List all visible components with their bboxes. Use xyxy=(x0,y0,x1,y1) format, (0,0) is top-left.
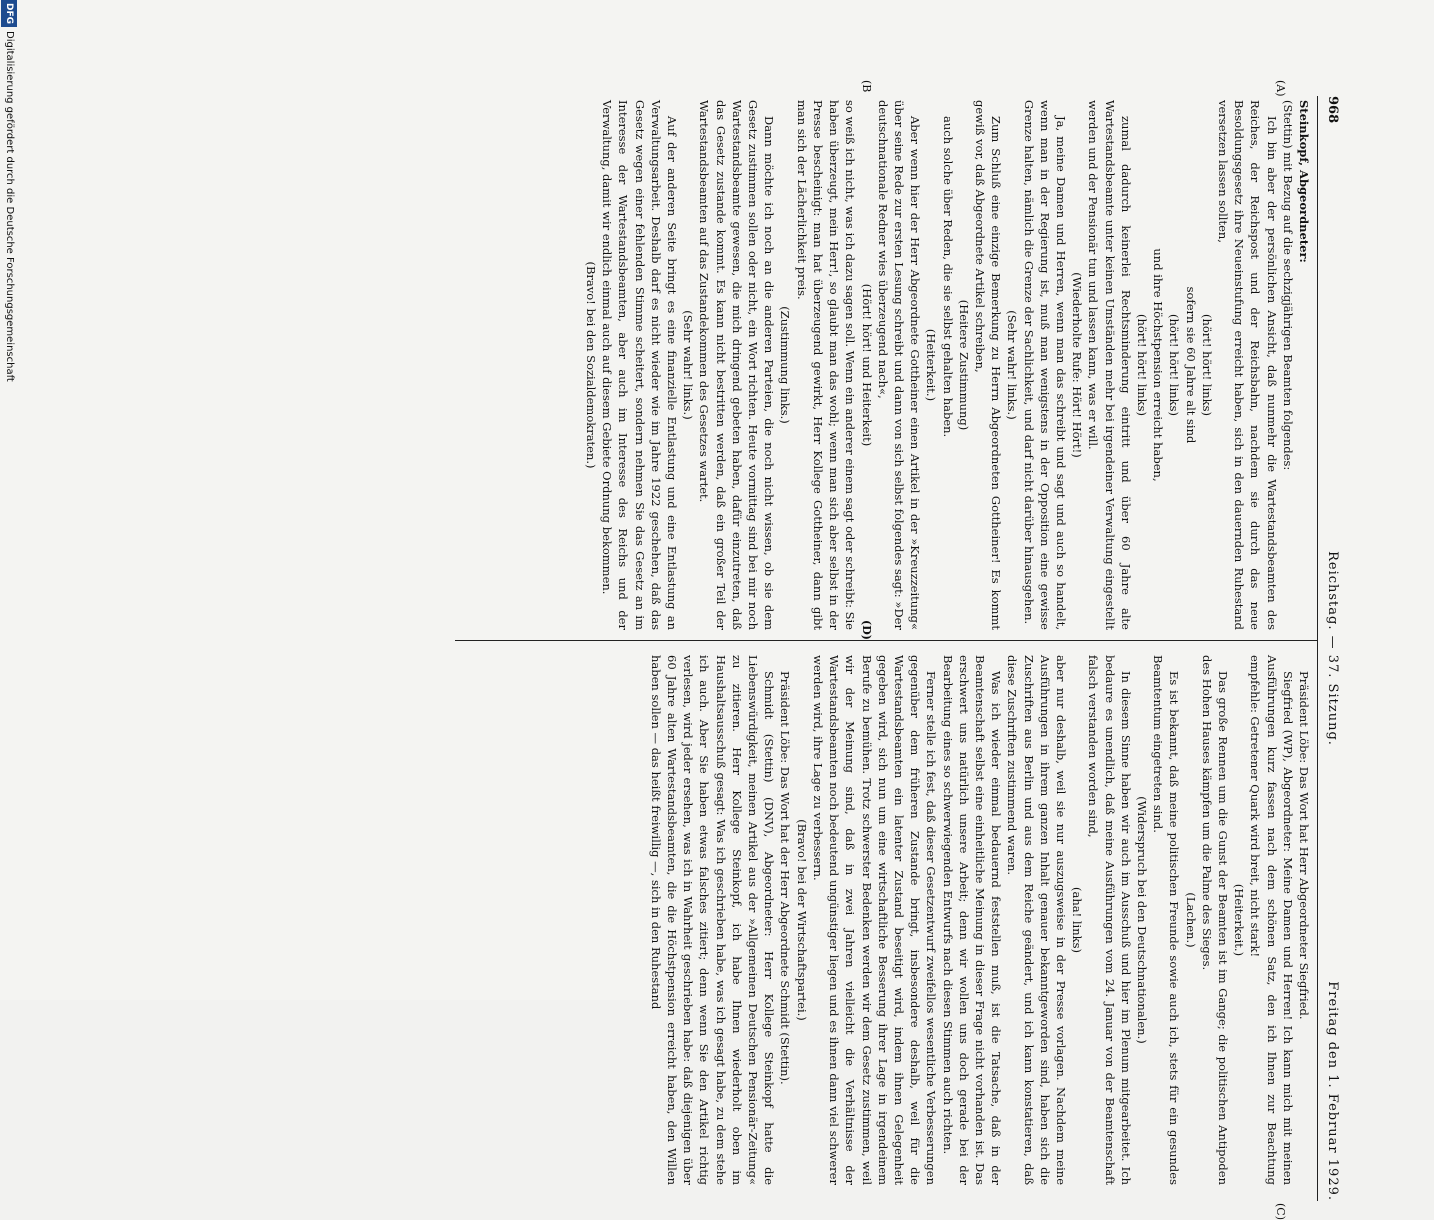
speaker-paragraph: Präsident Löbe: Das Wort hat Herr Abgeordneter Siegfried. xyxy=(1297,671,1311,1020)
header-rule xyxy=(1317,96,1318,1201)
interjection: (Hört! hört! und Heiterkeit) xyxy=(859,283,874,447)
paragraph: zumal dadurch keinerlei Rechtsminderung eintritt und über 60 Jahre alte Wartestandsbeamte unter keinen Umständen mehr bei irgendeiner Verwaltung eingestellt werden und der Pensionär tun und lassen kann, was er will. xyxy=(1086,100,1133,630)
paragraph: auch solche über Reden, die sie selbst gehalten haben. xyxy=(940,116,955,438)
interjection: (Wiederholte Rufe: Hört! Hört!) xyxy=(1070,272,1085,458)
interjection: (Zustimmung links.) xyxy=(778,306,793,424)
interjection: (Heitere Zustimmung) xyxy=(956,299,971,431)
paragraph: Ferner stelle ich fest, daß dieser Gesetzentwurf zweifellos wesentliche Verbesserungen gegenüber dem früheren Zustande bringt, insbesondere deshalb, weil für die Wartestandsbeamten ein latenter Zustand beseitigt wird, indem ihnen Gelegenheit gegeben wird, sich nun um eine wirtschaftliche Besserung ihrer Lage in irgendeinem Berufe zu bemühen. Trotz schwerster Bedenken werden wir dem Gesetz zustimmen, weil wir der Meinung sind, daß in zwei Jahren vielleicht die Verhältnisse der Wartestandsbeamten noch bedeutend ungünstiger liegen und es ihnen dann viel schwerer werden wird, ihre Lage zu verbessern. xyxy=(810,655,939,1185)
margin-marker-b: (B xyxy=(860,80,873,93)
speaker-line: Steinkopf, Abgeordneter: xyxy=(1297,100,1311,263)
header-date: Freitag den 1. Februar 1929. xyxy=(1325,981,1340,1201)
page-header xyxy=(1320,96,1340,1201)
paragraph: Es ist bekannt, daß meine politischen Freunde sowie auch ich, stets für ein gesundes Beamtentum eingetreten sind. xyxy=(1151,655,1182,1185)
interjection: (Heiterkeit.) xyxy=(924,328,939,402)
paragraph: Auf der anderen Seite bringt es eine finanzielle Entlastung und eine Entlastung an Verwaltungsarbeit. Deshalb darf es nicht wieder wie im Jahre 1922 geschehen, daß das Gesetz wegen einer fehlenden Stimme scheitert, sondern nehmen Sie das Gesetz an im Interesse der Wartestandsbeamten, aber auch im Interesse des Reichs und der Verwaltung, damit wir endlich einmal auch auf diesem Gebiete Ordnung bekommen. xyxy=(600,100,680,630)
speaker-paragraph: Siegfried (WP), Abgeordneter: Meine Damen und Herren! Ich kann mich mit meinen Ausführungen kurz fassen nach dem schönen Satz, den ich Ihnen zur Beachtung empfehle: Getretener Quark wird breit, nicht stark! xyxy=(1248,655,1295,1185)
interjection: (hört! hört! links) xyxy=(1199,313,1214,417)
paragraph: und ihre Höchstpension erreicht haben, xyxy=(1151,248,1166,482)
margin-marker-d: (D) xyxy=(860,620,873,640)
paragraph: Was ich wieder einmal bedauernd feststellen muß, ist die Tatsache, daß in der Beamtenschaft selbst eine einheitliche Meinung in dieser Frage nicht vorhanden ist. Das erschwert uns natürlich unsere Arbeit; denn wir wollen uns doch gerade bei der Bearbeitung eines so schwerwiegenden Entwurfs nach diesen Stimmen auch richten. xyxy=(940,655,1004,1185)
paragraph: Zum Schluß eine einzige Bemerkung zu Herrn Abgeordneten Gottheiner! Es kommt gewiß vor, daß Abgeordnete Artikel schreiben, xyxy=(972,100,1004,630)
paragraph: Ich bin aber der persönlichen Ansicht, daß nunmehr die Wartestandsbeamten des Reiches, der Reichspost und der Reichsbahn, nachdem sie durch das neue Besoldungsgesetz ihre Neueinstufung erreicht haben, sich in den dauernden Ruhestand versetzen lassen sollten, xyxy=(1215,100,1279,630)
paragraph: Aber wenn hier der Herr Abgeordnete Gottheiner einen Artikel in der »Kreuzzeitung« über seine Rede zur ersten Lesung schreibt und dann von sich selbst folgendes sagt: »Der deutschnationale Redner wies überzeugend nach«, xyxy=(875,100,923,630)
page-number: 968 xyxy=(1325,96,1340,124)
text-column-right xyxy=(648,655,1312,1185)
interjection: (Bravo! bei der Wirtschaftspartei.) xyxy=(794,819,809,1021)
paragraph: so weiß ich nicht, was ich dazu sagen soll. Wenn ein anderer einem sagt oder schreibt: Sie haben überzeugt, mein Herr!, so glaubt man das wohl; wenn man sich aber selbst in der Presse bescheinigt: man hat überzeugend gewirkt, Herr Kollege Gottheiner, dann gibt man sich der Lächerlichkeit preis. xyxy=(794,100,858,630)
interjection: (Heiterkeit.) xyxy=(1232,883,1247,957)
interjection: (Sehr wahr! links.) xyxy=(681,310,696,420)
interjection: (Sehr wahr! links.) xyxy=(1005,310,1020,420)
paragraph: Das große Rennen um die Gunst der Beamten ist im Gange; die politischen Antipoden des Hohen Hauses kämpfen um die Palme des Sieges. xyxy=(1199,655,1230,1185)
interjection: (aha! links) xyxy=(1070,886,1085,953)
paragraph: sofern sie 60 Jahre alt sind xyxy=(1183,286,1198,444)
paragraph: Ja, meine Damen und Herren, wenn man das schreibt und sagt und auch so handelt, wenn man in der Regierung ist, muß man wenigstens in der Opposition eine gewisse Grenze halten, nämlich die Grenze der Sachlichkeit, und darf nicht darüber hinausgehen. xyxy=(1021,100,1068,630)
digitization-footer xyxy=(1,0,17,1000)
paragraph: (Stettin) mit Bezug auf die sechzigjährigen Beamten folgendes: xyxy=(1280,100,1295,471)
header-title: Reichstag. — 37. Sitzung. xyxy=(1325,551,1340,746)
margin-marker-a: (A) xyxy=(1274,80,1287,97)
speaker-paragraph: Schmidt (Stettin) (DNV), Abgeordneter: Herr Kollege Steinkopf hatte die Liebenswürdigkeit, meinen Artikel aus der »Allgemeinen Deutschen Pensionär-Zeitung« zu zitieren. Herr Kollege Steinkopf, ich habe Ihnen wiederholt oben im Haushaltsausschuß gesagt: Was ich geschrieben habe, was ich gesagt habe, zu dem stehe ich auch. Aber Sie haben etwas falsches zitiert; denn wenn Sie den Artikel richtig verlesen, wird jeder ersehen, was ich in Wahrheit geschrieben habe: daß diejenigen über 60 Jahre alten Wartestandsbeamten, die die Höchstpension erreicht haben, den Willen haben sollen — das heißt freiwillig —, sich in den Ruhestand xyxy=(648,655,777,1185)
margin-marker-c: (C) xyxy=(1274,1203,1287,1220)
interjection: (Bravo! bei den Sozialdemokraten.) xyxy=(584,261,599,469)
paragraph: In diesem Sinne haben wir auch im Ausschuß und hier im Plenum mitgearbeitet. Ich bedaure es unendlich, daß meine Ausführungen vom 24. Januar von der Beamtenschaft falsch verstanden worden sind, xyxy=(1086,655,1133,1185)
interjection: (Lachen.) xyxy=(1183,892,1198,948)
interjection: (hört! hört! links) xyxy=(1167,313,1182,417)
paragraph: Dann möchte ich noch an die anderen Parteien, die noch nicht wissen, ob sie dem Gesetz zustimmen sollen oder nicht, ein Wort richten. Heute vormittag sind bei mir noch Wartestandsbeamte gewesen, die mich dringend gebeten haben, dafür einzutreten, daß das Gesetz zustande kommt. Es kann nicht bestritten werden, daß ein großer Teil der Wartestandsbeamten auf das Zustandekommen des Gesetzes wartet. xyxy=(697,100,777,630)
footer-text: Digitalisierung gefördert durch die Deutsche Forschungsgemeinschaft xyxy=(4,31,15,382)
interjection: (Widerspruch bei den Deutschnationalen.) xyxy=(1134,796,1149,1044)
column-divider xyxy=(455,640,1317,641)
dfg-logo: DFG xyxy=(1,0,17,27)
interjection: (hört! hört! links) xyxy=(1134,313,1149,417)
speaker-paragraph: Präsident Löbe: Das Wort hat der Herr Abgeordnete Schmidt (Stettin). xyxy=(778,671,793,1085)
paragraph: aber nur deshalb, weil sie nur auszugsweise in der Presse vorlagen. Nachdem meine Ausführungen in ihrem ganzen Inhalt genauer bekanntgeworden sind, haben sich die Zuschriften aus Berlin und aus dem Reiche geändert, und ich kann konstatieren, daß diese Zuschriften zustimmend waren. xyxy=(1005,655,1068,1185)
text-column-left xyxy=(583,100,1312,630)
